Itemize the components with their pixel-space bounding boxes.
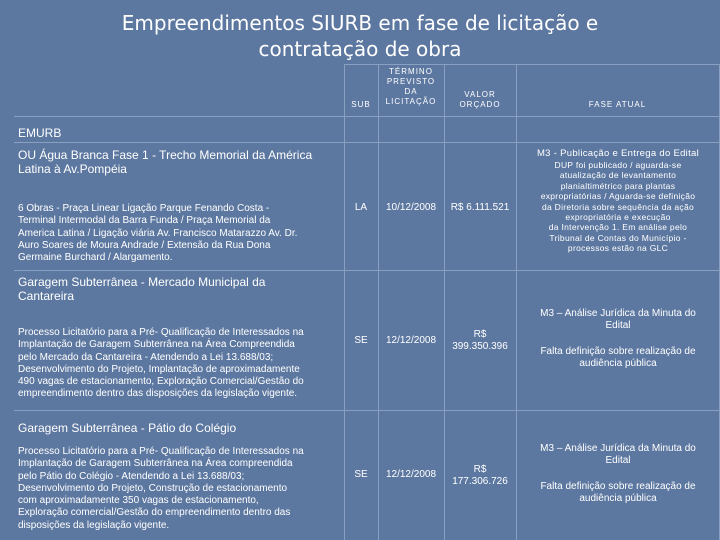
row-termino: 12/12/2008 [385, 335, 437, 346]
table-top-border [344, 64, 720, 65]
header-sub: SUB [351, 100, 371, 109]
row-termino: 12/12/2008 [385, 469, 437, 480]
row-divider [14, 410, 720, 411]
row-sub: LA [354, 202, 368, 213]
row-sub: SE [354, 335, 368, 346]
row-fase: M3 – Análise Jurídica da Minuta do Edital Falta definição sobre realização de audiência pública [540, 308, 696, 369]
row-valor: R$ 399.350.396 [452, 329, 508, 352]
row-title: Garagem Subterrânea - Pátio do Colégio [18, 421, 237, 435]
header-fase: FASE ATUAL [588, 100, 647, 109]
row-sub: SE [354, 469, 368, 480]
row-divider [14, 270, 720, 271]
row-valor: R$ 177.306.726 [452, 464, 508, 487]
header-termino: TÉRMINO PREVISTO DA LICITAÇÃO [385, 67, 437, 106]
row-termino: 10/12/2008 [385, 202, 437, 213]
row-description: 6 Obras - Praça Linear Ligação Parque Fenando Costa - Terminal Intermodal da Barra Funda / Praça Memorial da America Latina / Ligação viária Av. Francisco Matarazzo Av. Dr. Auro Soares de Moura Andrade / Extensão da Rua Dona Germaine Burchard / Alargamento. [18, 203, 298, 264]
header-valor: VALOR ORÇADO [459, 90, 501, 109]
column-divider [516, 64, 517, 540]
row-title: Garagem Subterrânea - Mercado Municipal da Cantareira [18, 275, 266, 303]
page-title: Empreendimentos SIURB em fase de licitação e contratação de obra [121, 11, 599, 61]
row-fase: M3 – Análise Jurídica da Minuta do Edital Falta definição sobre realização de audiência pública [540, 443, 696, 504]
row-valor: R$ 6.111.521 [450, 202, 510, 213]
row-divider [14, 116, 720, 117]
row-divider [14, 142, 720, 143]
section-label: EMURB [18, 126, 62, 140]
row-title: OU Água Branca Fase 1 - Trecho Memorial da América Latina à Av.Pompéia [18, 148, 313, 176]
row-fase: M3 - Publicação e Entrega do Edital DUP foi publicado / aguarda-se atualização de levantamento planialtimétrico para plantas expropriatórias / Aguarda-se definição da Diretoria sobre sequência da ação expropriatória e execução da Intervenção 1. Em análise pelo Tribunal de Contas do Município - processos estão na GLC [536, 148, 700, 254]
row-description: Processo Licitatório para a Pré- Qualificação de Interessados na Implantação de Garagem Subterrânea na Área compreendida pelo Pátio do Colégio - Atendendo a Lei 13.688/03; Desenvolvimento do Projeto, Construção de estacionamento com aproximadamente 350 vagas de estacionamento, Exploração comercial/Gestão do empreendimento dentro das disposições da legislação vigente. [18, 446, 304, 531]
row-description: Processo Licitatório para a Pré- Qualificação de Interessados na Implantação de Garagem Subterrânea na Área Compreendida pelo Mercado da Cantareira - Atendendo a Lei 13.688/03; Desenvolvimento do Projeto, Implantação de aproximadamente 490 vagas de estacionamento, Exploração Comercial/Gestão do empreendimento dentro das disposições da legislação vigente. [18, 327, 304, 400]
